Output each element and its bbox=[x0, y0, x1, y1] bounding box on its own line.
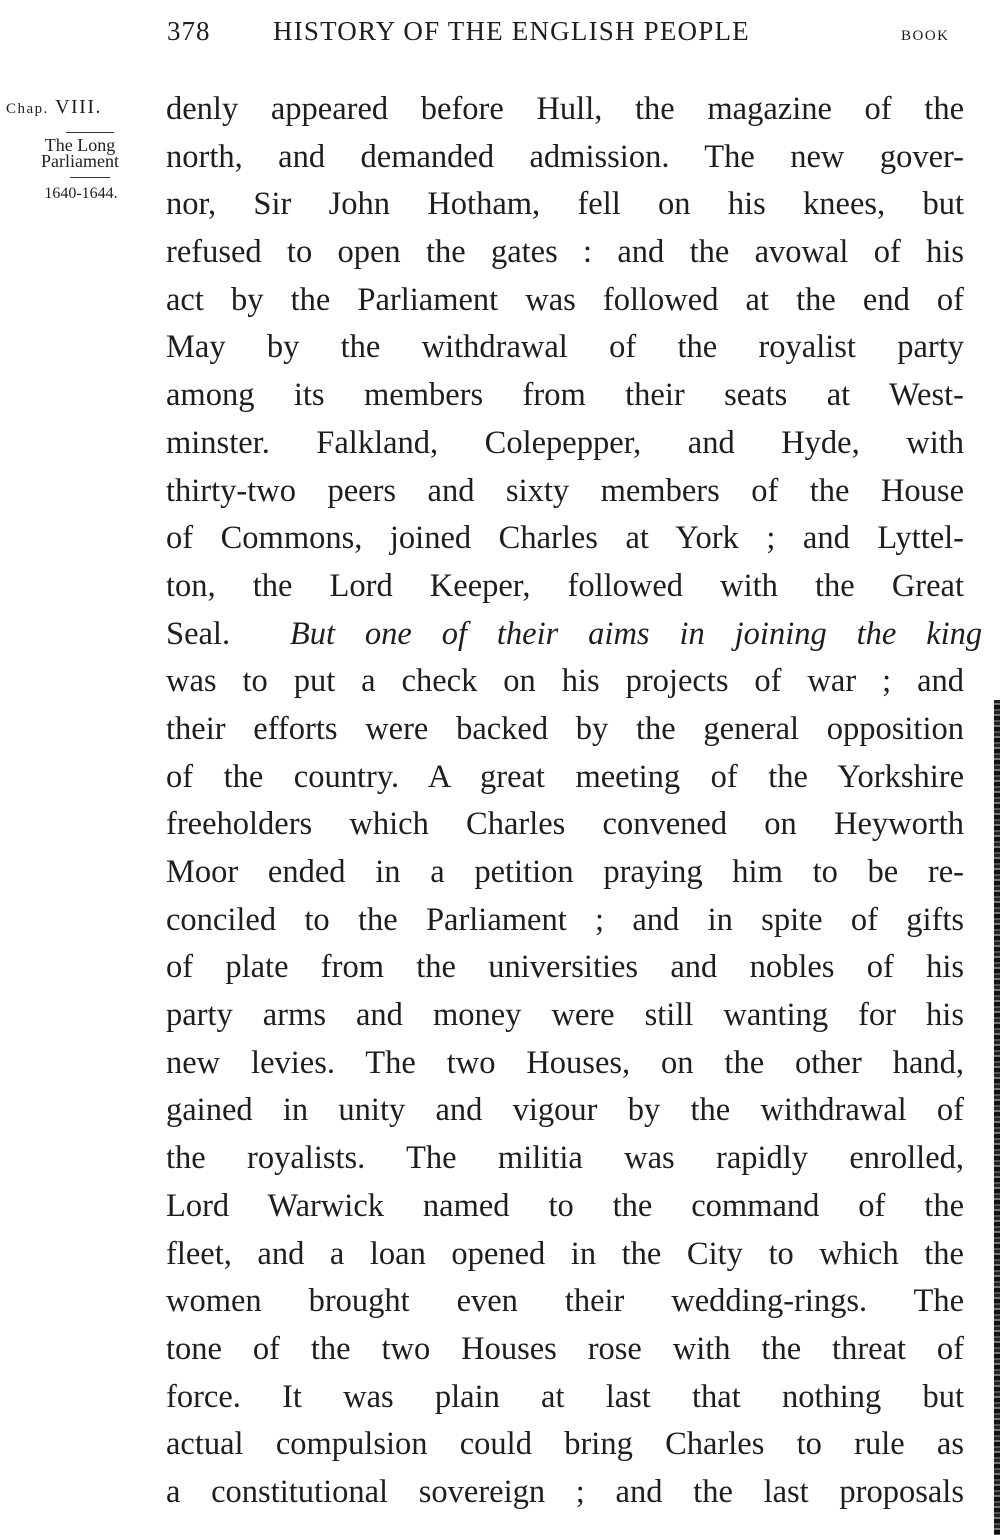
text-line: gained in unity and vigour by the withdrawal of bbox=[166, 1092, 964, 1129]
text-line: of Commons, joined Charles at York ; and Lyttel- bbox=[166, 520, 964, 557]
margin-dates: 1640-1644. bbox=[44, 185, 118, 202]
text-line: women brought even their wedding-rings. The bbox=[166, 1283, 964, 1320]
text-line: north, and demanded admission. The new gover- bbox=[166, 138, 964, 175]
text-line: of the country. A great meeting of the Yorkshire bbox=[166, 758, 964, 795]
page-binding-edge bbox=[994, 700, 1000, 1535]
body-text bbox=[166, 86, 983, 1517]
margin-rule bbox=[66, 132, 114, 133]
text-line: fleet, and a loan opened in the City to which the bbox=[166, 1235, 964, 1272]
text-line: Lord Warwick named to the command of the bbox=[166, 1187, 964, 1224]
text-line: tone of the two Houses rose with the threat of bbox=[166, 1330, 964, 1367]
chapter-number: VIII. bbox=[55, 96, 102, 118]
margin-topic-line-2: Parliament bbox=[41, 151, 119, 171]
margin-topic bbox=[6, 137, 154, 169]
running-title: HISTORY OF THE ENGLISH PEOPLE bbox=[273, 16, 750, 46]
margin-rule-2 bbox=[70, 177, 110, 178]
text-line: their efforts were backed by the general opposition bbox=[166, 710, 964, 747]
text-line: party arms and money were still wanting for his bbox=[166, 997, 964, 1034]
text-line: a constitutional sovereign ; and the last proposals bbox=[166, 1473, 964, 1510]
text-line: May by the withdrawal of the royalist party bbox=[166, 329, 964, 366]
text-line: the royalists. The militia was rapidly enrolled, bbox=[166, 1140, 964, 1177]
margin-topic-line-1: The Long bbox=[44, 135, 116, 155]
text-line: nor, Sir John Hotham, fell on his knees, but bbox=[166, 186, 964, 223]
text-line-start: Seal. bbox=[166, 615, 231, 652]
text-line: force. It was plain at last that nothing but bbox=[166, 1378, 964, 1415]
running-book-label: BOOK bbox=[901, 28, 950, 44]
running-head bbox=[167, 14, 967, 54]
chapter-label bbox=[6, 92, 154, 124]
text-line: ton, the Lord Keeper, followed with the Great bbox=[166, 567, 964, 604]
text-line: Moor ended in a petition praying him to be re- bbox=[166, 854, 964, 890]
text-line: new levies. The two Houses, on the other hand, bbox=[166, 1044, 964, 1081]
text-line: refused to open the gates : and the avowal of his bbox=[166, 234, 964, 271]
text-line: among its members from their seats at West- bbox=[166, 377, 964, 414]
margin-note bbox=[6, 92, 154, 204]
text-line: freeholders which Charles convened on Heyworth bbox=[166, 806, 964, 843]
page-number: 378 bbox=[167, 16, 211, 46]
text-line: of plate from the universities and nobles of his bbox=[166, 949, 964, 986]
text-line: actual compulsion could bring Charles to rule as bbox=[166, 1426, 964, 1463]
text-line: was to put a check on his projects of war ; and bbox=[166, 663, 964, 700]
chapter-prefix: Chap. bbox=[6, 101, 49, 117]
text-line-mixed bbox=[166, 611, 983, 659]
text-line: thirty-two peers and sixty members of the House bbox=[166, 472, 964, 509]
text-line: conciled to the Parliament ; and in spite of gifts bbox=[166, 901, 964, 938]
text-line: act by the Parliament was followed at the end of bbox=[166, 281, 964, 318]
italic-phrase: But one of their aims in joining the king bbox=[289, 615, 983, 652]
text-line: minster. Falkland, Colepepper, and Hyde, with bbox=[166, 424, 964, 461]
text-line: denly appeared before Hull, the magazine of the bbox=[166, 91, 964, 127]
